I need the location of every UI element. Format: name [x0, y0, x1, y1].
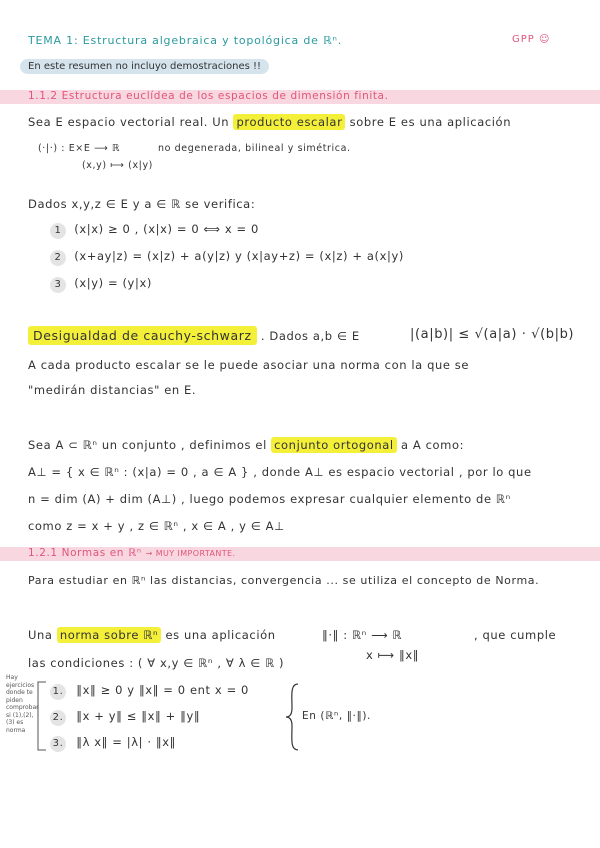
property-item-3: [50, 276, 152, 293]
term-cauchy-schwarz: Desigualdad de cauchy-schwarz: [28, 326, 257, 345]
norma-item-3: [50, 735, 176, 752]
property-text: (x|x) ≥ 0 , (x|x) = 0 ⟺ x = 0: [74, 222, 259, 236]
property-text: (x|y) = (y|x): [74, 276, 152, 290]
ortogonal-line2: A⊥ = { x ∈ ℝⁿ : (x|a) = 0 , a ∈ A } , donde A⊥ es espacio vectorial , por lo que: [28, 465, 532, 479]
ortogonal-text-a: Sea A ⊂ ℝⁿ un conjunto , definimos el: [28, 438, 267, 452]
author-badge: GPP ☺: [512, 34, 551, 45]
norma-map-a: ‖·‖ : ℝⁿ ⟶ ℝ: [322, 628, 403, 642]
property-text: (x+ay|z) = (x|z) + a(y|z) y (x|ay+z) = (x|z) + a(x|y): [74, 249, 404, 263]
property-item-2: [50, 249, 404, 266]
map-properties: no degenerada, bilineal y simétrica.: [158, 143, 351, 154]
map-definition-line2: (x,y) ⟼ (x|y): [82, 160, 153, 171]
term-producto-escalar: producto escalar: [233, 114, 345, 130]
section-heading-1: 1.1.2 Estructura euclídea de los espacios de dimensión finita.: [28, 90, 389, 102]
items-bracket: [34, 680, 48, 752]
item-number-badge: 2: [50, 250, 66, 266]
dados-line: Dados x,y,z ∈ E y a ∈ ℝ se verifica:: [28, 197, 256, 211]
cauchy-dados: . Dados a,b ∈ E: [260, 329, 360, 343]
ortogonal-line3: n = dim (A) + dim (A⊥) , luego podemos expresar cualquier elemento de ℝⁿ: [28, 492, 511, 506]
term-norma: norma sobre ℝⁿ: [57, 627, 161, 643]
definition-text-a: Sea E espacio vectorial real. Un: [28, 115, 230, 129]
cauchy-schwarz-line: [28, 328, 360, 343]
page-title: TEMA 1: Estructura algebraica y topológica de ℝⁿ.: [28, 34, 343, 47]
norma-item-1: [50, 683, 249, 700]
norma-map-c: x ⟼ ‖x‖: [366, 648, 420, 662]
norma-item-text: ‖x + y‖ ≤ ‖x‖ + ‖y‖: [76, 709, 201, 723]
ortogonal-text-b: a A como:: [401, 438, 465, 452]
normas-intro: Para estudiar en ℝⁿ las distancias, convergencia ... se utiliza el concepto de Norma.: [28, 574, 540, 587]
curly-brace: [284, 682, 302, 752]
section-heading-2: [28, 547, 235, 559]
norma-text-a: Una: [28, 628, 53, 642]
cauchy-formula: |(a|b)| ≤ √(a|a) · √(b|b): [410, 327, 575, 342]
item-number-badge: 1.: [50, 684, 66, 700]
norma-text-b: es una aplicación: [165, 628, 276, 642]
property-item-1: [50, 222, 259, 239]
item-number-badge: 1: [50, 223, 66, 239]
side-note: Hay ejercicios donde te piden comprobar si (1),(2),(3) es norma: [6, 674, 39, 734]
item-number-badge: 3: [50, 277, 66, 293]
norma-item-text: ‖λ x‖ = |λ| · ‖x‖: [76, 735, 177, 749]
definition-text-b: sobre E es una aplicación: [349, 115, 512, 129]
cauchy-line3: "medirán distancias" en E.: [28, 383, 197, 397]
item-number-badge: 3.: [50, 736, 66, 752]
norma-conditions: las condiciones : ( ∀ x,y ∈ ℝⁿ , ∀ λ ∈ ℝ ): [28, 656, 285, 670]
norma-item-2: [50, 709, 200, 726]
map-definition-line1: (·|·) : E×E ⟶ ℝ: [38, 143, 121, 154]
disclaimer-note: En este resumen no incluyo demostraciones !!: [20, 59, 269, 74]
ortogonal-line4: como z = x + y , z ∈ ℝⁿ , x ∈ A , y ∈ A⊥: [28, 519, 285, 533]
importance-note: → MUY IMPORTANTE.: [145, 549, 236, 558]
definition-line: [28, 115, 511, 129]
norma-map-b: , que cumple: [474, 628, 557, 642]
item-number-badge: 2.: [50, 710, 66, 726]
term-conjunto-ortogonal: conjunto ortogonal: [271, 437, 397, 453]
ortogonal-line1: [28, 438, 464, 452]
cauchy-line2: A cada producto escalar se le puede asociar una norma con la que se: [28, 358, 470, 372]
norma-item-text: ‖x‖ ≥ 0 y ‖x‖ = 0 ent x = 0: [76, 683, 249, 697]
section-heading-2-text: 1.2.1 Normas en ℝⁿ: [28, 547, 142, 559]
brace-text: En (ℝⁿ, ‖·‖).: [302, 710, 371, 722]
norma-definition: [28, 628, 276, 642]
